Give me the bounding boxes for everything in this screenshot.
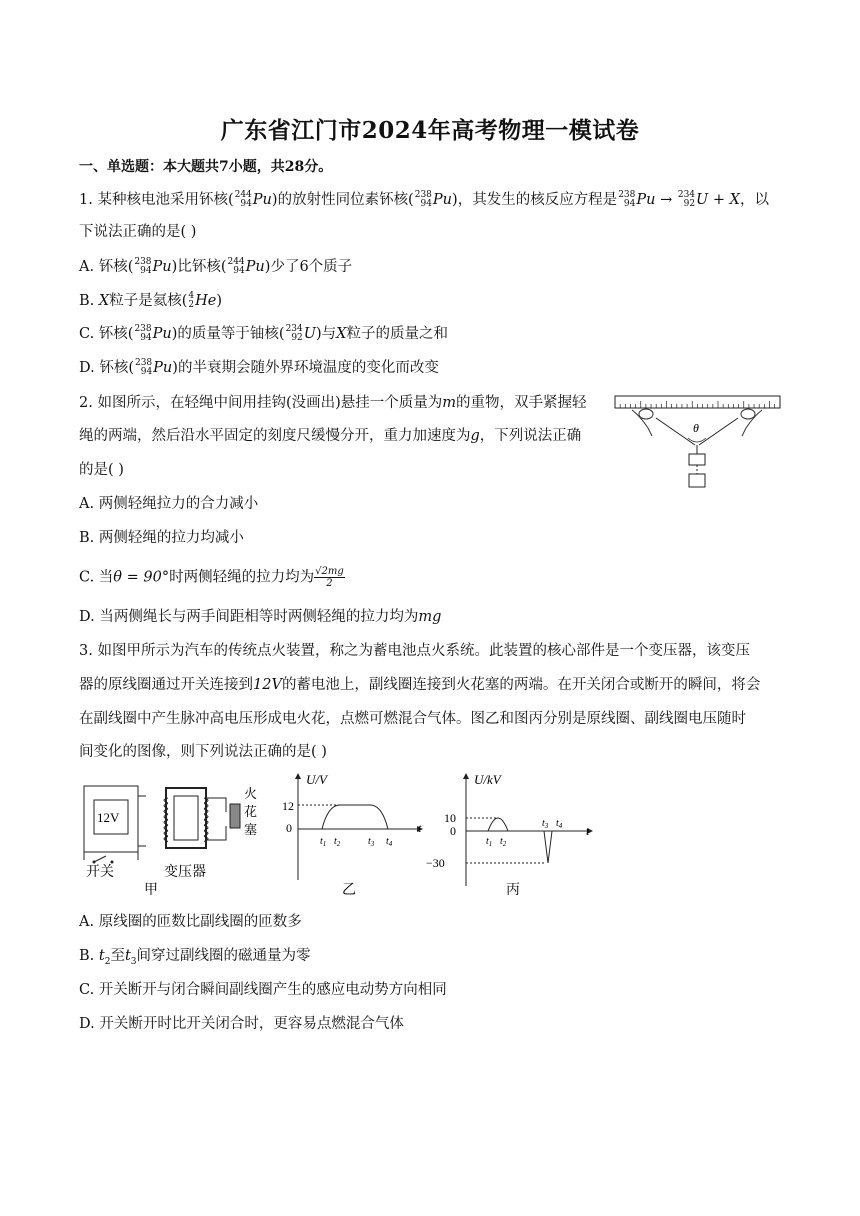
svg-text:开关: 开关 — [86, 865, 114, 880]
q1-option-c: C. 钚核( 238 94 Pu)的质量等于铀核( 234 92 U)与X粒子的质量之和 — [79, 324, 448, 343]
theta-label: θ — [693, 421, 699, 435]
q1-option-d: D. 钚核( 238 94 Pu)的半衰期会随外界环境温度的变化而改变 — [79, 358, 439, 377]
svg-text:t4: $t_4$ — [386, 836, 393, 848]
q3-chart-secondary-voltage — [420, 768, 600, 900]
q3-chart-primary-voltage — [282, 768, 434, 900]
q1-option-a: A. 钚核( 238 94 Pu)比钚核( 244 94 Pu)少了6个质子 — [79, 257, 353, 276]
q3-option-d: D. 开关断开时比开关闭合时，更容易点燃混合气体 — [79, 1016, 404, 1032]
q2-stem-line2: 绳的两端，然后沿水平固定的刻度尺缓慢分开，重力加速度为g，下列说法正确 — [79, 428, 582, 444]
q2-option-d: D. 当两侧绳长与两手间距相等时两侧轻绳的拉力均为mg — [79, 609, 442, 625]
svg-text:塞: 塞 — [244, 822, 258, 837]
svg-text:U/V: U/V — [306, 772, 327, 787]
section-heading: 一、单选题：本大题共7小题，共28分。 — [79, 159, 333, 175]
svg-text:丙: 丙 — [506, 883, 520, 898]
svg-text:乙: 乙 — [342, 883, 356, 898]
q3-stem-line3: 在副线圈中产生脉冲高电压形成电火花，点燃可燃混合气体。图乙和图丙分别是原线圈、副线圈电压随时 — [79, 711, 746, 727]
svg-text:变压器: 变压器 — [164, 865, 206, 880]
svg-text:t3: $t_3$ — [542, 818, 549, 830]
q1-option-b: B. X粒子是氦核( 4 2 He) — [79, 291, 223, 310]
q1-stem-line2: 下说法正确的是( ) — [79, 224, 197, 240]
q3-stem-line4: 间变化的图像，则下列说法正确的是( ) — [79, 744, 327, 760]
svg-text:甲: 甲 — [144, 883, 158, 898]
svg-text:t2: $t_2$ — [500, 836, 507, 848]
q3-option-c: C. 开关断开与闭合瞬间副线圈产生的感应电动势方向相同 — [79, 982, 447, 998]
q2-option-c: C. 当θ = 90°时两侧轻绳的拉力均为 $\frac{√2mg}{2}$ — [79, 566, 344, 589]
q3-option-a: A. 原线圈的匝数比副线圈的匝数多 — [79, 914, 302, 930]
q3-stem-line1: 3. 如图甲所示为汽车的传统点火装置，称之为蓄电池点火系统。此装置的核心部件是一个变压器，该变压 — [79, 643, 750, 659]
svg-text:花: 花 — [244, 804, 258, 819]
svg-text:t: t — [418, 821, 422, 835]
svg-text:t1: $t_1$ — [320, 836, 327, 848]
svg-text:−30: −30 — [426, 856, 445, 870]
q2-option-a: A. 两侧轻绳拉力的合力减小 — [79, 496, 259, 512]
svg-text:t4: $t_4$ — [556, 818, 563, 830]
q3-stem-line2: 器的原线圈通过开关连接到12V的蓄电池上，副线圈连接到火花塞的两端。在开关闭合或断开的瞬间，将会 — [79, 677, 761, 693]
svg-text:t1: $t_1$ — [486, 836, 493, 848]
q2-option-b: B. 两侧轻绳的拉力均减小 — [79, 530, 244, 546]
q3-option-b: B. $t_2$至$t_3$间穿过副线圈的磁通量为零 — [79, 948, 311, 967]
q2-stem-line3: 的是( ) — [79, 462, 124, 478]
svg-text:火: 火 — [244, 786, 258, 801]
svg-text:10: 10 — [444, 811, 456, 825]
svg-text:12: 12 — [282, 799, 294, 813]
svg-text:0: 0 — [286, 821, 292, 835]
svg-text:0: 0 — [450, 824, 456, 838]
q3-figure-circuit — [76, 776, 272, 900]
q2-figure-ruler-weight — [612, 392, 784, 492]
svg-text:U/kV: U/kV — [474, 772, 501, 787]
svg-text:t3: $t_3$ — [368, 836, 375, 848]
svg-text:t2: $t_2$ — [334, 836, 341, 848]
page-title: 广东省江门市2024年高考物理一模试卷 — [220, 117, 640, 144]
svg-text:12V: 12V — [97, 810, 120, 825]
q1-stem-line1: 1. 某种核电池采用钚核( 244 94 Pu)的放射性同位素钚核( 238 94 Pu)，其发生的核反应方程是 238 94 Pu → 234 92 U + X，以 — [79, 190, 769, 209]
svg-text:t: t — [586, 824, 590, 838]
q2-stem-line1: 2. 如图所示，在轻绳中间用挂钩(没画出)悬挂一个质量为m的重物，双手紧握轻 — [79, 395, 587, 411]
